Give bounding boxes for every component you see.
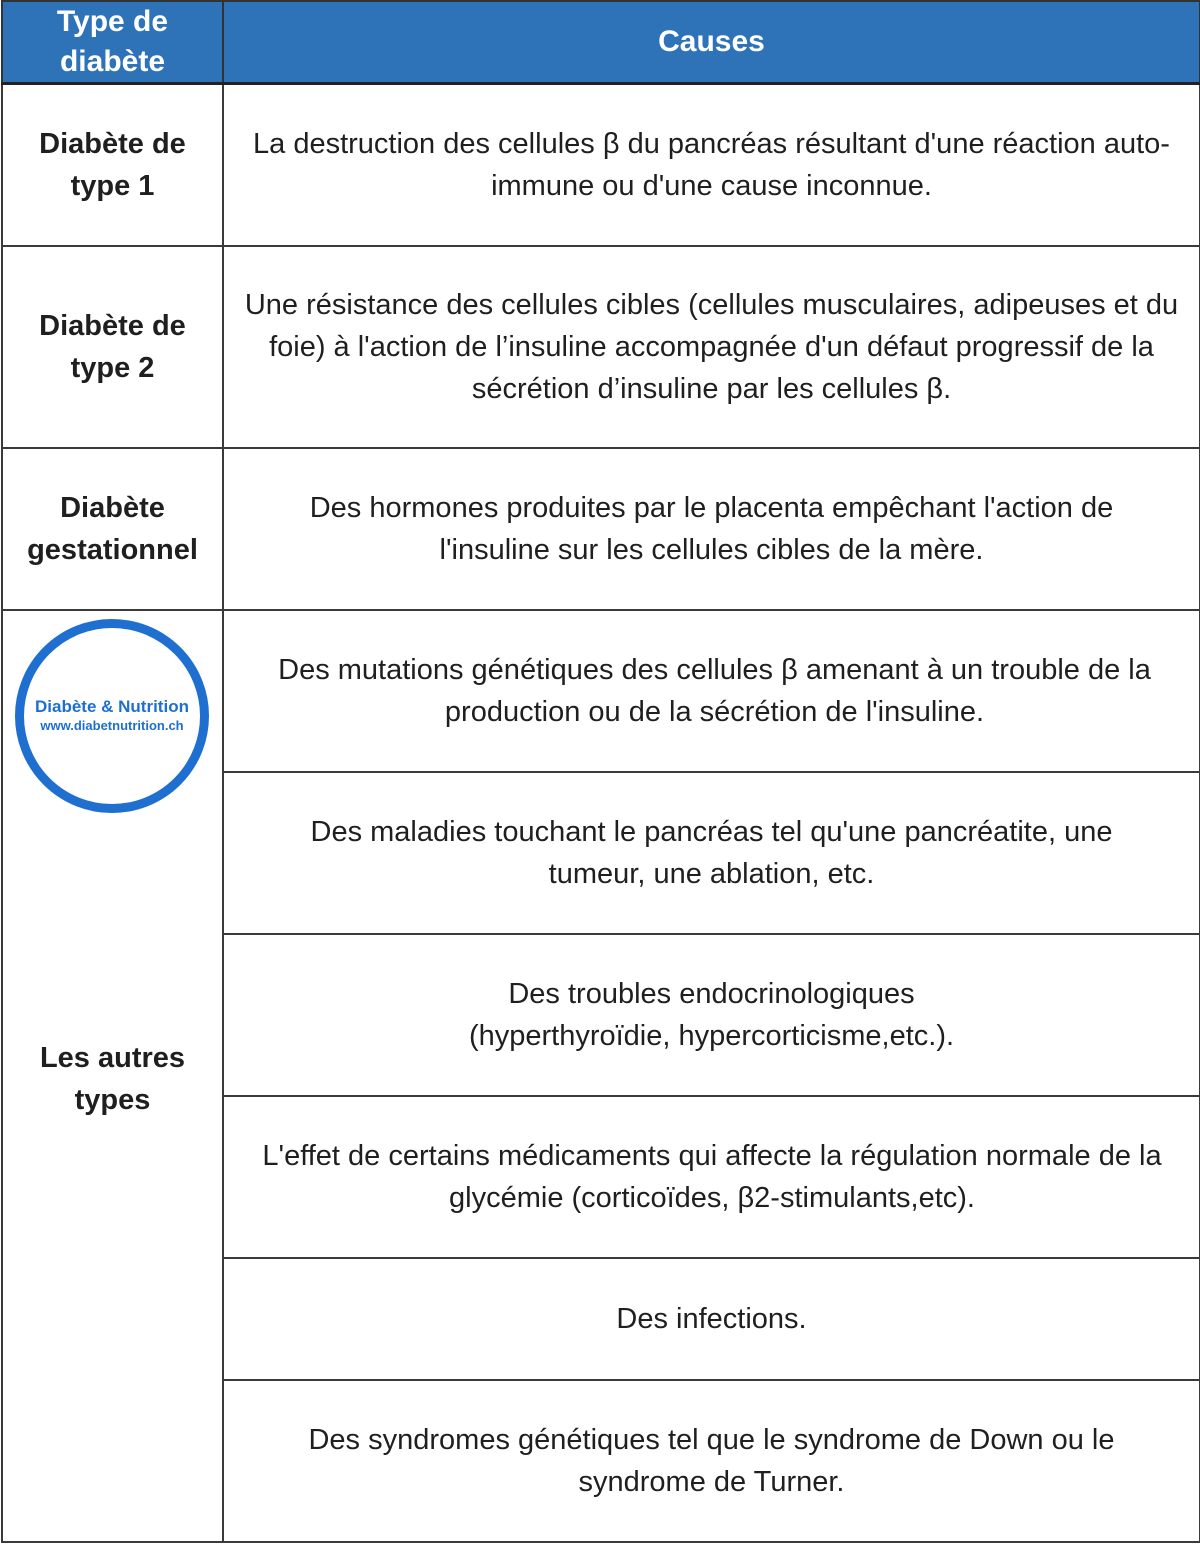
cause-cell [223,1258,1200,1380]
gestational-cause: Des hormones produites par le placenta empêchant l'action de l'insuline sur les cellules cibles de la mère. [309,491,1114,566]
others-type-cell [2,610,223,1542]
logo-url: www.diabetnutrition.ch [40,717,184,733]
other-cause-6: Des syndromes génétiques tel que le syndrome de Down ou le syndrome de Turner. [308,1423,1115,1498]
table-row [2,610,1200,772]
logo-name: Diabète & Nutrition [35,696,189,716]
table-row [2,246,1200,448]
type-2-label: Diabète de type 2 [39,309,186,384]
cause-cell [223,610,1200,772]
cause-cell [223,1096,1200,1258]
type-1-cause: La destruction des cellules β du pancréas résultant d'une réaction auto-immune ou d'une cause inconnue. [253,127,1170,202]
cause-cell [223,246,1200,448]
other-cause-5: Des infections. [616,1302,807,1335]
type-cell [2,246,223,448]
other-cause-4: L'effet de certains médicaments qui affecte la régulation normale de la glycémie (corticoïdes, β2-stimulants,etc). [262,1139,1162,1214]
other-cause-3: Des troubles endocrinologiques (hyperthyroïdie, hypercorticisme,etc.). [468,977,955,1052]
others-cell-content [3,611,222,1539]
cause-cell [223,448,1200,610]
cause-cell [223,84,1200,246]
cause-cell [223,772,1200,934]
header-row [2,1,1200,84]
table-row [2,84,1200,246]
gestational-label: Diabète gestationnel [27,491,198,566]
type-1-label: Diabète de type 1 [39,127,186,202]
type-column-header [2,1,223,84]
type-2-cause: Une résistance des cellules cibles (cellules musculaires, adipeuses et du foie) à l'action de l’insuline accompagnée d'un défaut progressif de la sécrétion d’insuline par les cellules β. [244,288,1179,405]
others-label-text: Les autres types [39,1041,186,1116]
causes-column-header [223,1,1200,84]
diabete-nutrition-logo [15,619,209,813]
table-row [2,448,1200,610]
others-label [3,1037,222,1121]
other-cause-1: Des mutations génétiques des cellules β amenant à un trouble de la production ou de la sécrétion de l'insuline. [278,653,1151,728]
diabetes-causes-table [1,0,1200,1543]
type-cell [2,84,223,246]
type-cell [2,448,223,610]
causes-header-text: Causes [658,25,765,58]
other-cause-2: Des maladies touchant le pancréas tel qu'une pancréatite, une tumeur, une ablation, etc. [310,815,1113,890]
type-header-text: Type de diabète [56,5,169,78]
cause-cell [223,1380,1200,1542]
cause-cell [223,934,1200,1096]
